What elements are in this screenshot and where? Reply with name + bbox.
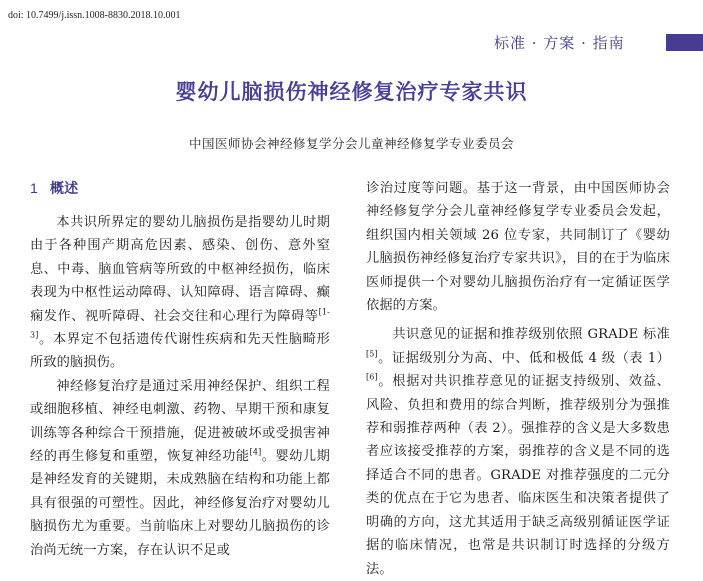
paragraph-text: 。证据级别分为高、中、低和极低 4 级（表 1）: [377, 350, 670, 366]
paragraph-grade: [366, 323, 670, 580]
paragraph-definition: [30, 211, 330, 375]
citation: [6]: [366, 372, 378, 382]
paragraph-neurorepair: [30, 375, 330, 562]
paragraph-text: 共识意见的证据和推荐级别依照 GRADE 标准: [392, 327, 670, 343]
right-column: [366, 177, 670, 581]
paragraph-text: 。本界定不包括遗传代谢性疾病和先天性脑畸形所致的脑损伤。: [30, 332, 330, 371]
paragraph-text: 。婴幼儿期是神经发育的关键期，未成熟脑在结构和功能上都具有很强的可塑性。因此，神经修复治疗对婴幼儿脑损伤尤为重要。当前临床上对婴幼儿脑损伤的诊治尚无统一方案，存在认识不足或: [30, 449, 330, 558]
citation: [4]: [249, 447, 262, 457]
section-number: 1: [30, 180, 38, 196]
doi-text: doi: 10.7499/j.issn.1008-8830.2018.10.001: [8, 10, 181, 21]
paragraph-text: 本共识所界定的婴幼儿脑损伤是指婴幼儿时期由于各种围产期高危因素、感染、创伤、意外窒息、中毒、脑血管病等所致的中枢神经损伤，临床表现为中枢性运动障碍、认知障碍、语言障碍、癫痫发作、视听障碍、社会交往和心理行为障碍等: [30, 215, 330, 324]
section-heading: [30, 177, 330, 201]
paragraph-text: 。根据对共识推荐意见的证据支持级别、效益、风险、负担和费用的综合判断，推荐级别分为强推荐和弱推荐两种（表 2）。强推荐的含义是大多数患者应该接受推荐的方案，弱推荐的含义是不同的选择适合不同的患者。GRADE 对推荐强度的二元分类的优点在于它为患者、临床医生和决策者提供了明确的方向，这尤其适用于缺乏高级别循证医学证据的临床情况，也常是共识制订时选择的分级方法。: [366, 374, 670, 577]
citation: [5]: [366, 349, 378, 359]
citation: [1-3]: [30, 307, 330, 340]
section-heading-text: 概述: [49, 181, 79, 197]
paragraph-text: 诊治过度等问题。基于这一背景，由中国医师协会神经修复学分会儿童神经修复学专业委员会发起，组织国内相关领域 26 位专家，共同制订了《婴幼儿脑损伤神经修复治疗专家共识》，目的在于为临床医师提供一个对婴幼儿脑损伤治疗有一定循证医学依据的方案。: [366, 181, 670, 314]
section-tag: 标准 · 方案 · 指南: [494, 34, 625, 52]
left-column: [30, 177, 330, 562]
article-authors: 中国医师协会神经修复学分会儿童神经修复学专业委员会: [188, 136, 514, 151]
paragraph-text: 神经修复治疗是通过采用神经保护、组织工程或细胞移植、神经电刺激、药物、早期干预和康复训练等各种综合干预措施，促进被破坏或受损害神经的再生修复和重塑，恢复神经功能: [30, 378, 330, 465]
section-tag-bar: [666, 34, 703, 51]
article-title: 婴幼儿脑损伤神经修复治疗专家共识: [175, 79, 528, 104]
paragraph-background: [366, 177, 670, 317]
